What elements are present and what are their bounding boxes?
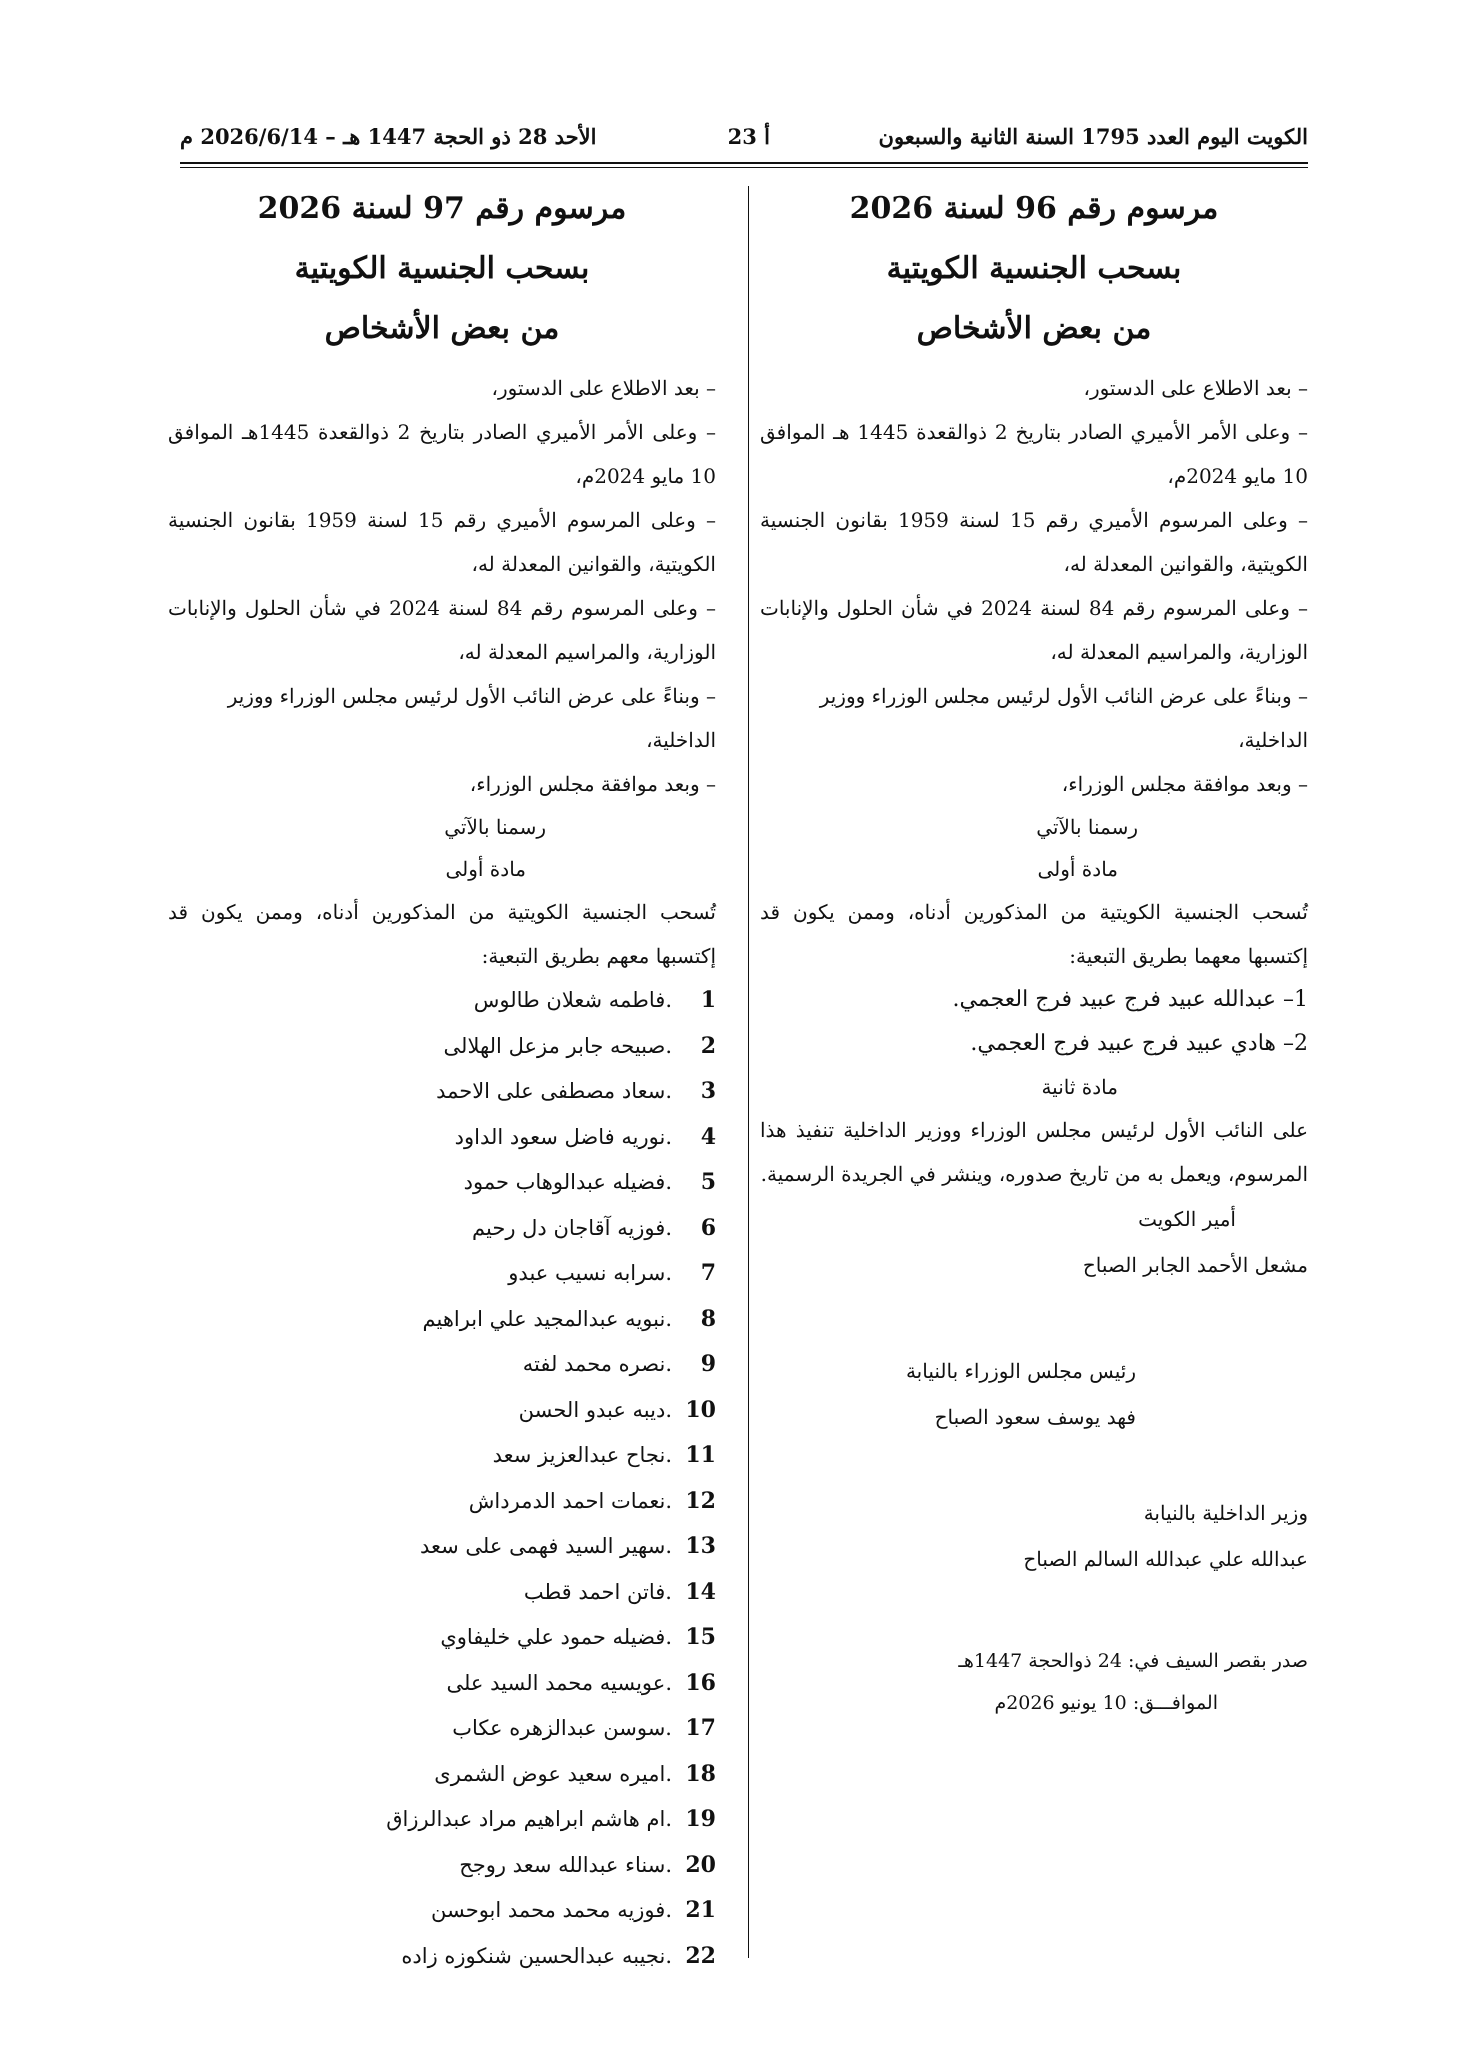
list-item <box>168 1888 716 1934</box>
list-item <box>168 1115 716 1161</box>
article-one-text: تُسحب الجنسية الكويتية من المذكورين أدناه، وممن يكون قد إكتسبها معهم بطريق التبعية: <box>168 900 716 968</box>
decree-97-subtitle-2: من بعض الأشخاص <box>324 311 560 346</box>
list-item-name: .نعمات احمد الدمرداش <box>468 1488 672 1513</box>
preamble-nationality-law: – وعلى المرسوم الأميري رقم 15 لسنة 1959 بقانون الجنسية الكويتية، والقوانين المعدلة له، <box>168 508 716 576</box>
list-item-number: 20 <box>685 1851 716 1878</box>
list-item-name: .فاطمه شعلان طالوس <box>473 988 672 1012</box>
article-two-heading: مادة ثانية <box>1041 1075 1118 1099</box>
list-item-number: 7 <box>700 1260 716 1286</box>
list-item <box>168 978 716 1024</box>
article-one-heading: مادة أولى <box>445 857 526 881</box>
header-rule <box>180 162 1308 164</box>
issued-place-date: صدر بقصر السيف في: 24 ذوالحجة 1447هـ <box>958 1650 1308 1672</box>
list-item-number: 14 <box>685 1578 716 1605</box>
list-item-name: .سوسن عبدالزهره عكاب <box>452 1716 672 1740</box>
names-list <box>168 978 716 1979</box>
preamble-cabinet-approval: – وبعد موافقة مجلس الوزراء، <box>469 772 716 796</box>
list-item-name: .فضيله حمود علي خليفاوي <box>440 1625 672 1649</box>
decreed-label: رسمنا بالآتي <box>444 815 546 839</box>
list-item-name: .ام هاشم ابراهيم مراد عبدالرزاق <box>386 1807 672 1831</box>
interior-minister-title: وزير الداخلية بالنيابة <box>1143 1501 1308 1525</box>
decree-97-column <box>168 188 716 1979</box>
list-item: 1– عبدالله عبيد فرج عبيد فرج العجمي. <box>952 987 1308 1012</box>
header-issue: الكويت اليوم العدد 1795 السنة الثانية والسبعون <box>878 124 1308 149</box>
list-item-number: 9 <box>700 1351 716 1377</box>
list-item <box>168 1433 716 1479</box>
list-item-name: .فوزيه محمد محمد ابوحسن <box>431 1898 672 1922</box>
list-item-name: .فاتن احمد قطب <box>523 1579 672 1604</box>
article-one-heading: مادة أولى <box>1037 857 1118 881</box>
list-item-name: .فوزيه آقاجان دل رحيم <box>472 1215 672 1240</box>
column-divider <box>748 186 749 1958</box>
list-item-number: 17 <box>685 1715 716 1741</box>
list-item <box>168 1843 716 1889</box>
header-date: الأحد 28 ذو الحجة 1447 هـ – 2026/6/14 م <box>180 124 597 149</box>
decree-96-subtitle: بسحب الجنسية الكويتية <box>886 251 1182 286</box>
preamble-cabinet-approval: – وبعد موافقة مجلس الوزراء، <box>1061 772 1308 796</box>
list-item-number: 3 <box>700 1078 716 1104</box>
decree-97-title: مرسوم رقم 97 لسنة 2026 <box>257 191 627 226</box>
list-item-name: .فضيله عبدالوهاب حمود <box>463 1170 672 1194</box>
list-item-number: 8 <box>700 1305 716 1332</box>
list-item-name: .نبويه عبدالمجيد علي ابراهيم <box>422 1306 672 1331</box>
page-header <box>180 124 1308 154</box>
list-item <box>168 1024 716 1070</box>
header-rule-thin <box>180 167 1308 168</box>
article-two-text: على النائب الأول لرئيس مجلس الوزراء ووزير الداخلية تنفيذ هذا المرسوم، ويعمل به من تاريخ صدوره، وينشر في الجريدة الرسمية. <box>760 1118 1308 1186</box>
list-item-name: .نجيبه عبدالحسين شنكوزه زاده <box>401 1943 672 1968</box>
list-item-name: .اميره سعيد عوض الشمرى <box>434 1761 672 1786</box>
decree-96-subtitle-2: من بعض الأشخاص <box>916 311 1152 346</box>
list-item-name: .ديبه عبدو الحسن <box>518 1397 672 1422</box>
preamble-decree-84: – وعلى المرسوم رقم 84 لسنة 2024 في شأن الحلول والإنابات الوزارية، والمراسيم المعدلة له، <box>168 596 716 664</box>
list-item <box>168 1206 716 1252</box>
article-one-text: تُسحب الجنسية الكويتية من المذكورين أدناه، وممن يكون قد إكتسبها معهما بطريق التبعية: <box>760 900 1308 968</box>
list-item-number: 4 <box>700 1123 716 1150</box>
list-item-number: 21 <box>685 1897 716 1923</box>
list-item <box>168 1934 716 1980</box>
preamble-proposal: – وبناءً على عرض النائب الأول لرئيس مجلس الوزراء ووزير الداخلية، <box>227 684 716 752</box>
list-item <box>168 1752 716 1798</box>
list-item-name: .صبيحه جابر مزعل الهلالى <box>443 1033 672 1058</box>
list-item-name: .نجاح عبدالعزيز سعد <box>492 1443 672 1467</box>
decree-96-title: مرسوم رقم 96 لسنة 2026 <box>849 191 1219 226</box>
list-item <box>168 1342 716 1388</box>
list-item-name: .سهير السيد فهمى على سعد <box>420 1534 672 1558</box>
list-item-number: 15 <box>685 1624 716 1650</box>
list-item-number: 22 <box>685 1942 716 1969</box>
interior-minister-name: عبدالله علي عبدالله السالم الصباح <box>1023 1547 1308 1571</box>
list-item <box>168 1661 716 1707</box>
pm-title: رئيس مجلس الوزراء بالنيابة <box>905 1359 1136 1383</box>
list-item-name: .سعاد مصطفى على الاحمد <box>436 1079 672 1103</box>
pm-name: فهد يوسف سعود الصباح <box>934 1405 1136 1429</box>
header-page-number: أ 23 <box>727 124 770 149</box>
list-item <box>168 1160 716 1206</box>
list-item-number: 19 <box>685 1806 716 1832</box>
list-item-number: 18 <box>685 1760 716 1787</box>
list-item-number: 12 <box>685 1487 716 1514</box>
emir-title: أمير الكويت <box>1138 1207 1236 1231</box>
list-item-name: .سرابه نسيب عبدو <box>508 1261 672 1285</box>
list-item-name: .سناء عبدالله سعد روجح <box>459 1852 672 1877</box>
decree-97-subtitle: بسحب الجنسية الكويتية <box>294 251 590 286</box>
list-item-number: 5 <box>700 1169 716 1195</box>
corresponding-date: الموافـــق: 10 يونيو 2026م <box>994 1692 1218 1714</box>
preamble-amiri-order: – وعلى الأمر الأميري الصادر بتاريخ 2 ذوالقعدة 1445هـ الموافق 10 مايو 2024م، <box>168 420 716 488</box>
preamble-decree-84: – وعلى المرسوم رقم 84 لسنة 2024 في شأن الحلول والإنابات الوزارية، والمراسيم المعدلة له، <box>760 596 1308 664</box>
emir-name: مشعل الأحمد الجابر الصباح <box>1082 1253 1308 1277</box>
list-item <box>168 1615 716 1661</box>
list-item-name: .نصره محمد لفته <box>522 1352 672 1376</box>
preamble-constitution: – بعد الاطلاع على الدستور، <box>491 376 716 400</box>
preamble-constitution: – بعد الاطلاع على الدستور، <box>1083 376 1308 400</box>
list-item-number: 6 <box>700 1214 716 1241</box>
preamble-nationality-law: – وعلى المرسوم الأميري رقم 15 لسنة 1959 بقانون الجنسية الكويتية، والقوانين المعدلة له، <box>760 508 1308 576</box>
list-item-number: 16 <box>685 1669 716 1696</box>
list-item <box>168 1251 716 1297</box>
list-item <box>168 1524 716 1570</box>
list-item <box>168 1069 716 1115</box>
list-item: 2– هادي عبيد فرج عبيد فرج العجمي. <box>970 1031 1308 1056</box>
list-item <box>168 1797 716 1843</box>
list-item-number: 1 <box>700 987 716 1013</box>
list-item <box>168 1706 716 1752</box>
list-item-number: 2 <box>700 1032 716 1059</box>
preamble-amiri-order: – وعلى الأمر الأميري الصادر بتاريخ 2 ذوالقعدة 1445 هـ الموافق 10 مايو 2024م، <box>760 420 1309 488</box>
list-item-name: .عويسيه محمد السيد على <box>446 1670 672 1695</box>
list-item-number: 11 <box>685 1442 716 1468</box>
list-item <box>168 1297 716 1343</box>
list-item-number: 10 <box>685 1396 716 1423</box>
list-item <box>168 1388 716 1434</box>
list-item-name: .نوريه فاضل سعود الداود <box>454 1124 672 1149</box>
list-item <box>168 1570 716 1616</box>
decree-96-column <box>760 188 1308 1724</box>
decreed-label: رسمنا بالآتي <box>1036 815 1138 839</box>
preamble-proposal: – وبناءً على عرض النائب الأول لرئيس مجلس الوزراء ووزير الداخلية، <box>819 684 1308 752</box>
list-item <box>168 1479 716 1525</box>
list-item-number: 13 <box>685 1533 716 1559</box>
